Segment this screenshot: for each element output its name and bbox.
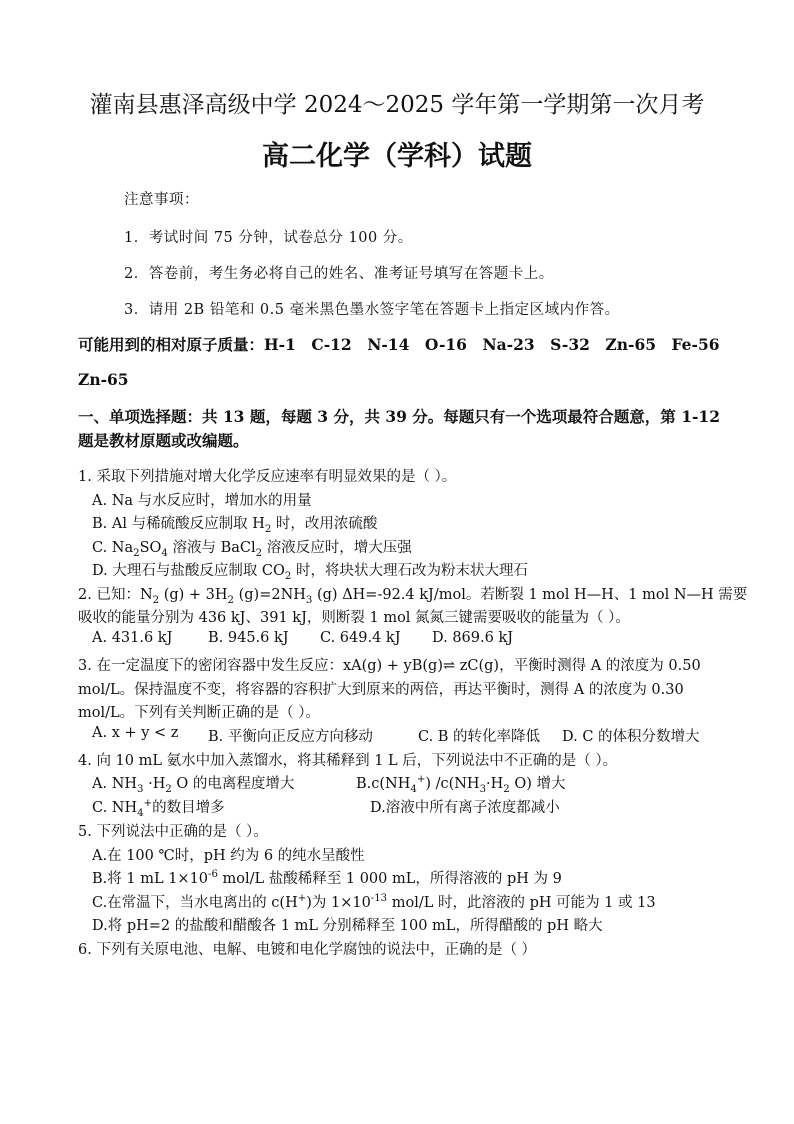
question-4-option-a: A. $NH_3 \cdot H_2$ O 的电离程度增大 bbox=[92, 776, 295, 795]
question-3-stem-line-2: mol/L。保持温度不变，将容器的容积扩大到原来的两倍，再达平衡时，测得 A 的浓度为 0.30 bbox=[78, 682, 684, 698]
question-4-option-d: D.溶液中所有离子浓度都减小 bbox=[370, 800, 560, 816]
school-title: 灌南县惠泽高级中学 2024～2025 学年第一学期第一次月考 bbox=[89, 92, 705, 118]
question-4-option-b: $B.c(NH_4^+)$ $/c(NH_3\cdot H_2$ O) 增大 bbox=[356, 774, 566, 795]
atomic-masses-line-2: Zn-65 bbox=[78, 370, 129, 389]
question-3-option-b: B. 平衡向正反应方向移动 bbox=[208, 729, 373, 745]
exam-title: 高二化学（学科）试题 bbox=[262, 141, 532, 172]
question-4-option-c: C. $NH_4^+$的数目增多 bbox=[92, 798, 225, 819]
section-1-heading-line-1: 一、单项选择题：共 13 题，每题 3 分，共 39 分。每题只有一个选项最符合题意，第 1-12 bbox=[78, 407, 720, 426]
question-3-option-c: C. B 的转化率降低 bbox=[418, 729, 541, 745]
question-3-stem-line-1: 3. 在一定温度下的密闭容器中发生反应：xA(g) + yB(g)⇌ zC(g)，平衡时测得 A 的浓度为 0.50 bbox=[78, 658, 701, 674]
question-2-stem-line-2: 吸收的能量分别为 436 kJ、391 kJ，则断裂 1 mol 氮氮三键需要吸收的能量为（ ）。 bbox=[78, 610, 630, 626]
question-2-option-c: C. 649.4 kJ bbox=[320, 630, 401, 646]
question-5-stem: 5. 下列说法中正确的是（ ）。 bbox=[78, 824, 268, 840]
question-1-stem: 1. 采取下列措施对增大化学反应速率有明显效果的是（ ）。 bbox=[78, 469, 457, 485]
question-2-option-b: B. 945.6 kJ bbox=[208, 630, 289, 646]
question-1-option-d: D. 大理石与盐酸反应制取 $CO_2$ 时，将块状大理石改为粉末状大理石 bbox=[92, 563, 528, 582]
section-1-heading-line-2: 题是教材原题或改编题。 bbox=[78, 431, 249, 450]
atomic-masses-line-1: 可能用到的相对原子质量：H-1 C-12 N-14 O-16 Na-23 S-32 Zn-65 Fe-56 bbox=[78, 335, 720, 354]
question-2-option-a: A. 431.6 kJ bbox=[92, 630, 173, 646]
question-3-option-d: D. C 的体积分数增大 bbox=[562, 729, 700, 745]
question-1-option-c: C. $Na_2SO_4$ 溶液与 BaCl$_2$ 溶液反应时，增大压强 bbox=[92, 540, 412, 559]
question-5-option-c: C.在常温下，当水电离出的 c(H+)为 $1\times 10^{-13}$ mol/L 时，此溶液的 pH 可能为 1 或 13 bbox=[92, 893, 656, 911]
note-item-3: 3．请用 2B 铅笔和 0.5 毫米黑色墨水签字笔在答题卡上指定区域内作答。 bbox=[124, 302, 620, 318]
question-3-stem-line-3: mol/L。下列有关判断正确的是（ ）。 bbox=[78, 705, 320, 721]
question-1-option-a: A. Na 与水反应时，增加水的用量 bbox=[92, 493, 312, 509]
question-3-option-a: A. x + y < z bbox=[92, 725, 179, 741]
question-6-stem: 6. 下列有关原电池、电解、电镀和电化学腐蚀的说法中，正确的是（ ） bbox=[78, 942, 537, 958]
question-5-option-a: A.在 100 ℃时，pH 约为 6 的纯水呈酸性 bbox=[92, 848, 365, 864]
question-2-stem-line-1: 2. 已知：$N_2$ $(g) + 3H_2$ $(g)=2NH_3$ (g) ΔH=-92.4 kJ/mol。若断裂 1 mol H—H、1 mol N—H 需要 bbox=[78, 587, 748, 606]
notes-heading: 注意事项： bbox=[124, 192, 199, 208]
note-item-2: 2．答卷前，考生务必将自己的姓名、准考证号填写在答题卡上。 bbox=[124, 266, 554, 282]
question-4-stem: 4. 向 10 mL 氨水中加入蒸馏水，将其稀释到 1 L 后，下列说法中不正确的是（ ）。 bbox=[78, 753, 618, 769]
question-5-option-b: B.将 1 mL $1\times 10^{-6}$ mol/L 盐酸稀释至 1 000 mL，所得溶液的 pH 为 9 bbox=[92, 869, 562, 887]
note-item-1: 1．考试时间 75 分钟，试卷总分 100 分。 bbox=[124, 230, 413, 246]
question-1-option-b: B. Al 与稀硫酸反应制取 $H_2$ 时，改用浓硫酸 bbox=[92, 516, 378, 535]
question-2-option-d: D. 869.6 kJ bbox=[432, 630, 514, 646]
question-5-option-d: D.将 pH=2 的盐酸和醋酸各 1 mL 分别稀释至 100 mL，所得醋酸的 pH 略大 bbox=[92, 918, 603, 934]
